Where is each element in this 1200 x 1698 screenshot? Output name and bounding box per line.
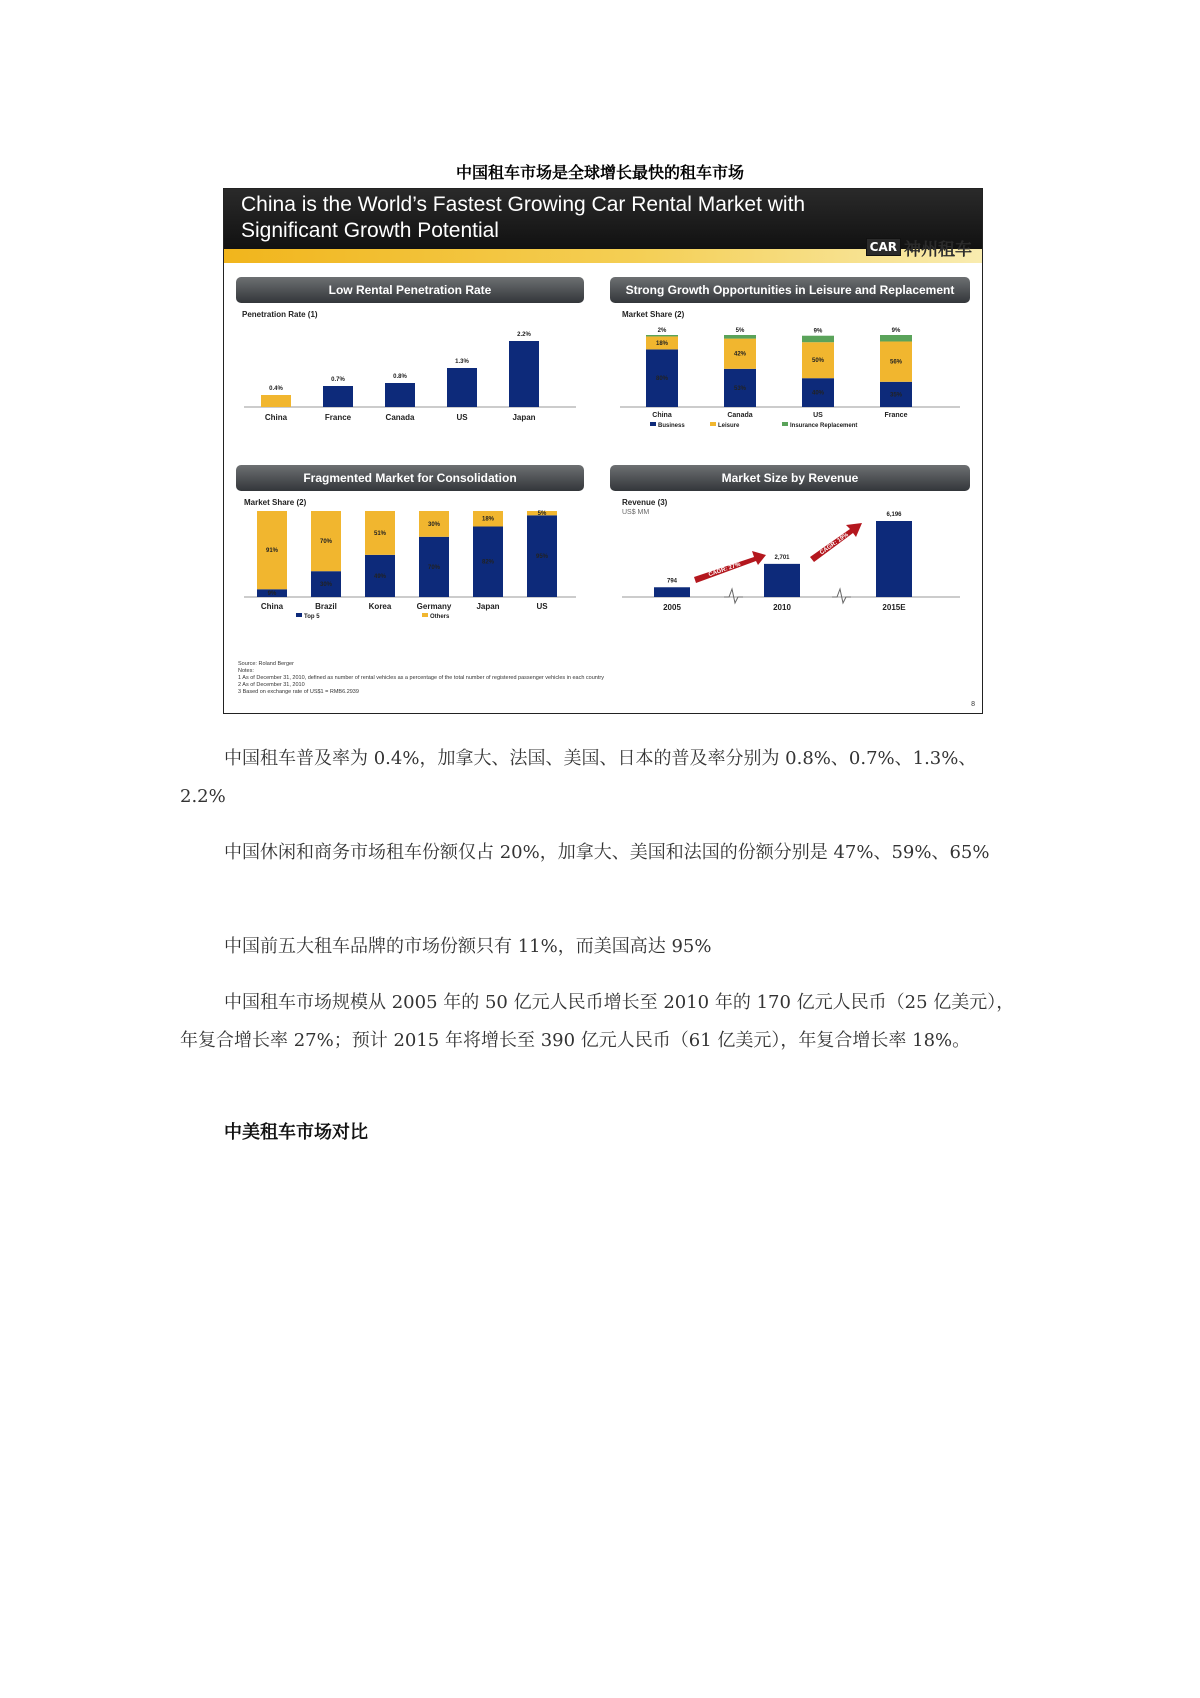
category-label: US	[456, 413, 468, 422]
note-1: 1 As of December 31, 2010, defined as number of rental vehicles as a percentage of the total number of registered passenger vehicles in each country	[238, 675, 604, 681]
data-label: 91%	[265, 548, 279, 555]
data-label: 2%	[657, 328, 667, 334]
paragraph-text: 中国休闲和商务市场租车份额仅占 20%，加拿大、美国和法国的份额分别是 47%、59%、65%	[224, 842, 990, 863]
legend-label: Business	[658, 423, 685, 429]
legend-swatch	[650, 422, 656, 426]
paragraph-market-size	[180, 984, 1020, 1060]
category-label: US	[536, 602, 548, 611]
note-3: 3 Based on exchange rate of US$1 = RMB6.2939	[238, 689, 359, 695]
market-share-chart	[236, 493, 584, 655]
data-label: 2.2%	[517, 332, 531, 338]
category-label: 2015E	[882, 603, 906, 612]
page-number: 8	[971, 701, 975, 708]
section-heading: 中美租车市场对比	[224, 1122, 368, 1143]
panel-title: Market Size by Revenue	[610, 465, 970, 491]
data-label: 5%	[735, 328, 745, 334]
bar-segment-insurance-replacement	[646, 335, 678, 336]
data-label: 30%	[319, 582, 333, 589]
data-label: 0.8%	[393, 374, 407, 380]
data-label: 18%	[655, 340, 669, 347]
category-label: 2005	[663, 603, 681, 612]
data-label: 56%	[889, 359, 903, 366]
paragraph-leisure-share	[180, 834, 1020, 872]
note-2: 2 As of December 31, 2010	[238, 682, 305, 688]
unit-label: US$ MM	[622, 509, 650, 516]
category-label: Brazil	[315, 602, 337, 611]
slide-title-line-2: Significant Growth Potential	[241, 219, 499, 242]
category-label: Canada	[385, 413, 415, 422]
data-label: 82%	[481, 559, 495, 566]
leisure-replacement-chart	[610, 305, 970, 439]
data-label: 0.7%	[331, 377, 345, 383]
bar-france	[323, 386, 353, 407]
data-label: 70%	[319, 539, 333, 546]
data-label: 30%	[427, 521, 441, 528]
bar-japan	[509, 341, 539, 407]
category-label: Germany	[416, 602, 452, 611]
source-note: Source: Roland Berger	[238, 661, 294, 667]
category-label: Japan	[512, 413, 536, 422]
y-axis-label: Revenue (3)	[622, 498, 668, 507]
category-label: US	[813, 412, 823, 419]
category-label: Japan	[476, 602, 500, 611]
bar-2015e	[876, 521, 912, 597]
legend-label: Others	[430, 614, 450, 620]
data-label: 18%	[481, 516, 495, 523]
cagr-label: CAGR: 27%	[707, 561, 742, 579]
category-label: China	[264, 413, 288, 422]
bar-segment-insurance-replacement	[724, 335, 756, 339]
data-label: 70%	[427, 564, 441, 571]
data-label: 42%	[733, 351, 747, 358]
bar-2005	[654, 587, 690, 597]
data-label: 9%	[267, 591, 277, 598]
y-axis-label: Market Share (2)	[244, 498, 307, 507]
notes-label: Notes:	[238, 668, 254, 674]
data-label: 1.3%	[455, 359, 469, 365]
paragraph-penetration	[180, 740, 1020, 816]
data-label: 53%	[733, 385, 747, 392]
panel-fragmented-market	[236, 465, 584, 655]
y-axis-label: Market Share (2)	[622, 310, 685, 319]
image-caption: 中国租车市场是全球增长最快的租车市场	[455, 163, 744, 182]
data-label: 35%	[889, 392, 903, 399]
paragraph-top5-share	[180, 928, 1020, 966]
slide-title	[241, 192, 805, 244]
panel-title: Fragmented Market for Consolidation	[236, 465, 584, 491]
data-label: 9%	[813, 328, 823, 335]
panel-title: Strong Growth Opportunities in Leisure and Replacement	[610, 277, 970, 303]
data-label: 5%	[537, 511, 547, 518]
panel-penetration	[236, 277, 584, 437]
cagr-label: CAGR: 19%	[819, 532, 850, 557]
logo-mark: CAR	[866, 238, 901, 256]
axis-break-mark	[724, 589, 743, 603]
bar-2010	[764, 564, 800, 597]
paragraph-text: 中国前五大租车品牌的市场份额只有 11%，而美国高达 95%	[224, 936, 712, 957]
category-label: France	[324, 413, 352, 422]
slide-title-line-1: China is the World’s Fastest Growing Car Rental Market with	[241, 193, 806, 216]
panel-growth-opportunities	[610, 277, 970, 437]
revenue-chart	[610, 493, 970, 655]
data-label: 49%	[373, 573, 387, 580]
data-label: 2,701	[774, 554, 790, 561]
panel-title: Low Rental Penetration Rate	[236, 277, 584, 303]
legend-swatch	[782, 422, 788, 426]
y-axis-label: Penetration Rate (1)	[242, 310, 318, 319]
logo-text: 神州租车	[904, 239, 972, 260]
legend-swatch	[710, 422, 716, 426]
legend-swatch	[422, 613, 428, 617]
category-label: China	[652, 412, 672, 419]
data-label: 95%	[535, 554, 549, 561]
bar-us	[447, 368, 477, 407]
data-label: 794	[666, 578, 678, 585]
penetration-chart	[236, 305, 584, 439]
paragraph-text: 中国租车市场规模从 2005 年的 50 亿元人民币增长至 2010 年的 170 亿元人民币（25 亿美元），年复合增长率 27%；预计 2015 年将增长至 390 亿元人民币（61 亿美元），年复合增长率 18%。	[180, 992, 1015, 1051]
data-label: 50%	[811, 358, 825, 365]
bar-segment-insurance-replacement	[802, 336, 834, 342]
category-label: 2010	[773, 603, 791, 612]
category-label: Korea	[368, 602, 392, 611]
axis-break-mark	[832, 589, 851, 603]
slide-image	[223, 188, 983, 714]
data-label: 0.4%	[269, 386, 283, 392]
paragraph-text: 中国租车普及率为 0.4%，加拿大、法国、美国、日本的普及率分别为 0.8%、0.7%、1.3%、2.2%	[180, 748, 977, 807]
category-label: Canada	[727, 412, 753, 419]
panel-market-size	[610, 465, 970, 655]
company-logo	[866, 237, 972, 260]
legend-label: Top 5	[304, 614, 320, 620]
legend-swatch	[296, 613, 302, 617]
legend-label: Leisure	[718, 423, 740, 429]
legend-label: Insurance Replacement	[790, 423, 858, 429]
category-label: France	[884, 412, 908, 419]
data-label: 6,196	[886, 512, 902, 518]
slide-notes	[238, 661, 604, 696]
data-label: 40%	[811, 390, 825, 397]
category-label: China	[260, 602, 284, 611]
bar-canada	[385, 383, 415, 407]
data-label: 9%	[891, 328, 901, 334]
data-label: 51%	[373, 530, 387, 537]
data-label: 80%	[655, 376, 669, 383]
bar-segment-insurance-replacement	[880, 335, 912, 341]
bar-china	[261, 395, 291, 407]
